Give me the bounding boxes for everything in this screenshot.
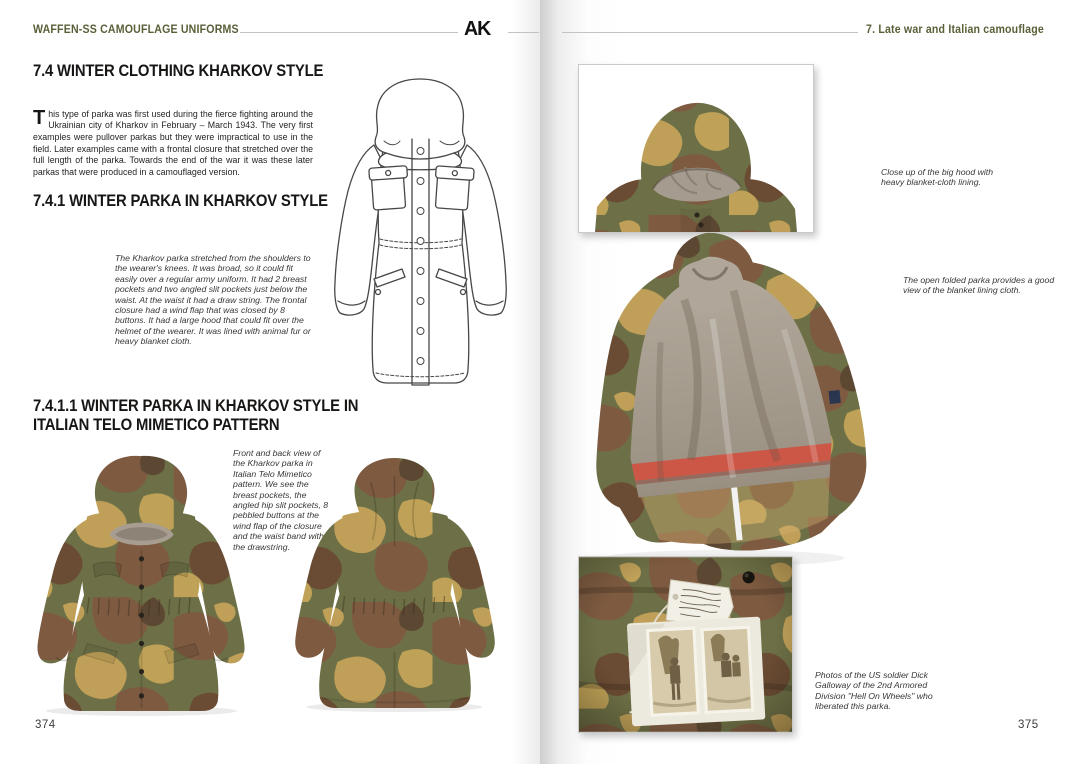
page-number-left: 374 [35, 719, 56, 731]
drop-cap: T [33, 106, 46, 129]
open-parka-photo-figure [572, 226, 877, 576]
parka-back-photo-figure [281, 452, 509, 719]
header-rule [562, 32, 858, 33]
framed-photo-tag [578, 556, 793, 733]
intro-text: his type of parka was first used during the fierce fighting around the Ukrainian city of Kharkov in February – March 1943. The very first examples were pullover parkas but they were impractical to use in the field. Later examples came with a frontal closure that stretched over the full length of the parka. Towards the end of the war it was these later parkas that were produced in a camouflaged version. [33, 108, 313, 177]
caption-front-back-view: Front and back view of the Kharkov parka in Italian Telo Mimetico pattern. We see the breast pockets, the angled hip slit pockets, 8 pebbled buttons at the wind flap of the closure and the waist band with the drawstring. [233, 448, 329, 552]
open-parka-photo [572, 226, 877, 571]
framed-photo-hood [578, 64, 814, 233]
heading-7-4-1: 7.4.1 WINTER PARKA IN KHARKOV STYLE [33, 192, 328, 210]
header-rule [508, 32, 539, 33]
parka-back-photo [281, 452, 509, 714]
souvenir-tag-photo [579, 557, 792, 732]
caption-hood-closeup: Close up of the big hood with heavy blanket-cloth lining. [881, 167, 994, 188]
hood-closeup-photo [579, 65, 813, 232]
page-number-right: 375 [1018, 719, 1039, 731]
parka-line-drawing-figure [328, 73, 515, 398]
intro-paragraph [33, 106, 313, 179]
ak-logo: AK [464, 18, 491, 40]
heading-7-4-1-1: 7.4.1.1 WINTER PARKA IN KHARKOV STYLE IN ITALIAN TELO MIMETICO PATTERN [33, 397, 359, 434]
caption-kharkov-parka: The Kharkov parka stretched from the shoulders to the wearer's knees. It was broad, so it could fit easily over a regular army uniform. It had 2 breast pockets and two angled slit pockets just below the waist. At the waist it had a draw string. The frontal closure had a wind flap that was closed by 8 buttons. It had a large hood that could fit over the helmet of the wearer. It was lined with animal fur or heavy blanket cloth. [115, 253, 311, 347]
caption-open-parka: The open folded parka provides a good view of the blanket lining cloth. [903, 275, 1055, 296]
parka-front-photo-figure [22, 446, 260, 723]
header-rule [240, 32, 458, 33]
caption-soldier-photos: Photos of the US soldier Dick Galloway of the 2nd Armored Division "Hell On Wheels" who liberated this parka. [815, 670, 933, 712]
running-head-left: WAFFEN-SS CAMOUFLAGE UNIFORMS [33, 24, 239, 36]
parka-front-photo [22, 446, 260, 718]
parka-line-drawing [328, 73, 515, 393]
running-head-right: 7. Late war and Italian camouflage [866, 24, 1044, 36]
gutter-shadow-left [512, 0, 540, 764]
heading-7-4: 7.4 WINTER CLOTHING KHARKOV STYLE [33, 62, 324, 80]
